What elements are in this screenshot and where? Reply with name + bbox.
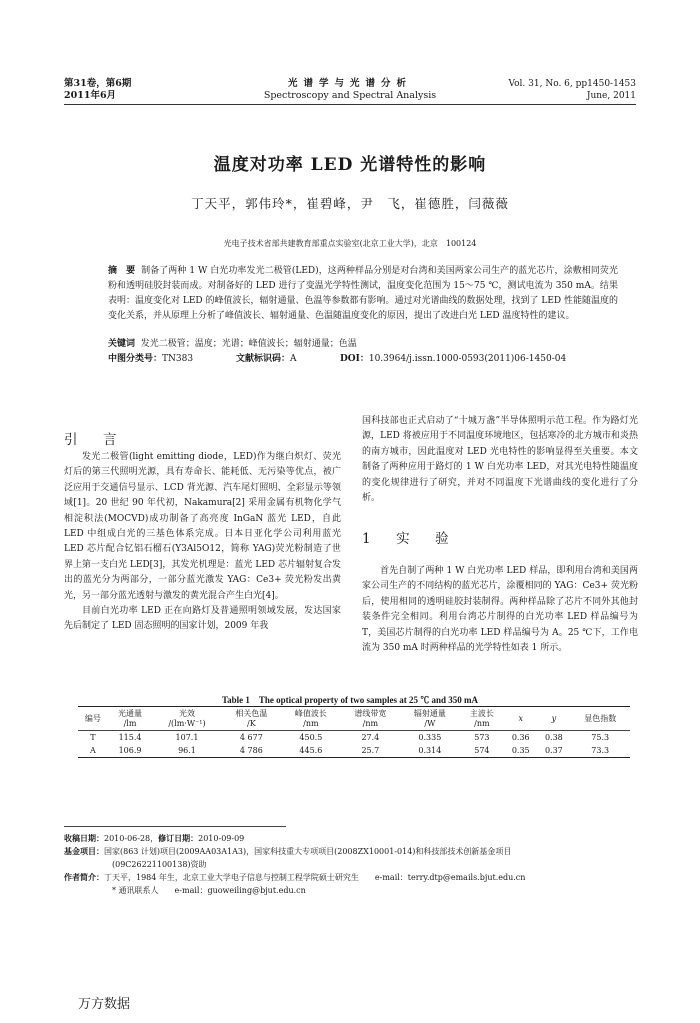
table-cell: T [90,733,96,742]
fund-line-2: (09C26221100138)资助 [112,860,207,869]
header-cell: 编号 [78,707,108,731]
right-column [362,414,638,506]
header-cell: 峰值波长 /nm [281,707,340,731]
table-cell: 0.36 [511,733,530,742]
doi-value: 10.3964/j.issn.1000-0593(2011)06-1450-04 [368,354,567,364]
paper-title: 温度对功率 LED 光谱特性的影响 [213,155,487,175]
table-cell: 0.38 [544,733,563,742]
table-cell: 73.3 [570,744,630,758]
table-caption: Table 1 The optical property of two samples at 25 ℃ and 350 mA [221,695,478,705]
intro-paragraph-1: 发光二极管(light emitting diode，LED)作为继白炽灯、荧光灯后的第三代照明光源，具有寿命长、能耗低、无污染等优点，被广泛应用于交通信号显示、LCD 背光源、汽车尾灯照明、全彩显示等领域[1]。20 世纪 90 年代初，Nakamura[2] 采用金属有机物化学气相淀积法(MOCVD)成功制备了高亮度 InGaN 蓝光 LED，自此 LED 中组成白光的三基色体系完成。日本日亚化学公司利用蓝光 LED 芯片配合钇铝石榴石(Y3Al5O12，简称 YAG)荧光粉制造了世界上第一支白光 LED[3]，其发光机理是：蓝光 LED 芯片辐射复合发出的蓝光分为两部分，一部分蓝光激发 YAG：Ce3+ 荧光粉发出黄光，另一部分蓝光透射与激发的黄光混合产生白光[4]。 [64,452,341,601]
table-cell: 115.4 [118,733,142,742]
abstract [108,264,618,324]
header-cell: y [537,707,570,731]
clc-value: TN383 [162,354,194,364]
table-cell: 573 [474,733,490,742]
classification-line [108,352,628,367]
author-list: 丁天平，郭伟玲*，崔碧峰，尹 飞，崔德胜，闫薇薇 [191,196,509,211]
affiliation: 光电子技术省部共建教育部重点实验室(北京工业大学)，北京 100124 [223,239,477,248]
table-cell: A [78,744,108,758]
table-header-row [78,707,630,731]
table-cell: 0.37 [537,744,570,758]
header-cell: 光效 /(lm·W⁻¹) [152,707,221,731]
dates-line: 收稿日期：2010-06-28，修订日期：2010-09-09 [64,833,245,843]
volume-pages: Vol. 31, No. 6, pp1450-1453 June, 2011 [508,79,636,101]
header-cell: x [504,707,537,731]
intro-paragraph-2-continued: 国科技部也正式启动了“十城万盏”半导体照明示范工程。作为路灯光源，LED 将被应用于不同温度环境地区，包括寒冷的北方城市和炎热的南方城市，因此温度对 LED 光电特性的影响显得至关重要。本文制备了两种应用于路灯的 1 W 白光功率 LED，对其光电特性随温度的变化规律进行了研究，并对不同温度下光谱曲线的变化进行了分析。 [362,416,638,504]
section-heading-experiment: 1 实 验 [362,531,455,547]
header-rule [64,104,636,105]
volume-issue: 第31卷，第6期 2011年6月 [64,78,132,101]
section-heading-intro: 引 言 [64,432,123,448]
doc-code-value: A [290,354,297,364]
keywords-label: 关键词 [108,339,136,349]
header-cell: 谱线带宽 /nm [341,707,400,731]
wanfang-watermark: 万方数据 [78,997,131,1012]
table-cell: 96.1 [152,744,221,758]
table-cell: 4 786 [222,744,281,758]
table-cell: 0.35 [504,744,537,758]
abstract-label: 摘 要 [108,266,136,276]
table-cell: 106.9 [108,744,153,758]
table-cell: 25.7 [341,744,400,758]
header-cell: 辐射通量 /W [400,707,459,731]
intro-paragraph-2: 目前白光功率 LED 正在向路灯及普通照明领域发展，发达国家先后制定了 LED 固态照明的国家计划，2009 年我 [64,606,341,632]
table-cell: 27.4 [361,733,380,742]
running-header [64,78,636,104]
table-cell: 4 677 [239,733,263,742]
table-cell: 450.5 [299,733,323,742]
header-cell: 显色指数 [570,707,630,731]
corresponding-author-line: * 通讯联系人 e-mail：guoweiling@bjut.edu.cn [112,886,306,895]
abstract-text: 制备了两种 1 W 白光功率发光二极管(LED)，这两种样品分别是对台湾和美国两家公司生产的蓝光芯片，涂敷相同荧光粉和透明硅胶封装而成。对制备好的 LED 进行了变温光学特性测试，温度变化范围为 15～75 ℃，测试电流为 350 mA。结果表明：温度变化对 LED 的峰值波长，辐射通量、色温等参数都有影响。通过对光谱曲线的数据处理，找到了 LED 性能随温度的变化关系，并从原理上分析了峰值波长、辐射通量、色温随温度变化的原因，提出了改进白光 LED 温度特性的建议。 [108,266,618,321]
table-cell: 107.1 [175,733,199,742]
footnote-rule [64,826,286,827]
header-cell: 主波长 /nm [460,707,505,731]
journal-name: 光谱学与光谱分析 Spectroscopy and Spectral Analysis [263,78,437,101]
table-row [78,744,630,758]
table-cell: 574 [460,744,505,758]
table-cell: 445.6 [281,744,340,758]
header-cell: 相关色温 /K [222,707,281,731]
author-bio-line: 作者简介：丁天平，1984 年生，北京工业大学电子信息与控制工程学院硕士研究生 e-mail：terry.dtp@emails.bjut.edu.cn [64,872,526,882]
table-row [78,731,630,745]
doc-code-label: 文献标识码： [236,354,291,364]
table-cell: 0.335 [418,733,442,742]
experiment-text [362,564,638,656]
fund-line: 基金项目：国家(863 计划)项目(2009AA03A1A3)，国家科技重大专项项目(2008ZX10001-014)和科技部技术创新基金项目 [64,846,512,856]
doi-label: DOI： [340,354,369,364]
keywords-text: 发光二极管；温度；光谱；峰值波长；辐射通量；色温 [140,339,357,349]
footnotes [64,832,636,897]
clc-label: 中图分类号： [108,354,163,364]
left-column [64,450,341,635]
keywords [108,337,618,352]
header-cell: 光通量 /lm [108,707,153,731]
experiment-paragraph-1: 首先自制了两种 1 W 白光功率 LED 样品，即利用台湾和美国两家公司生产的不同结构的蓝光芯片，涂覆相同的 YAG：Ce3+ 荧光粉后，使用相同的透明硅胶封装制得。两种样品除了芯片不同外其他封装条件完全相同。利用台湾芯片制得的白光功率 LED 样品编号为 T，美国芯片制得的白光功率 LED 样品编号为 A。25 ℃下，工作电流为 350 mA 时两种样品的光学特性如表 1 所示。 [362,566,638,654]
table-cell: 75.3 [591,733,610,742]
optical-property-table [78,706,630,758]
table-cell: 0.314 [400,744,459,758]
